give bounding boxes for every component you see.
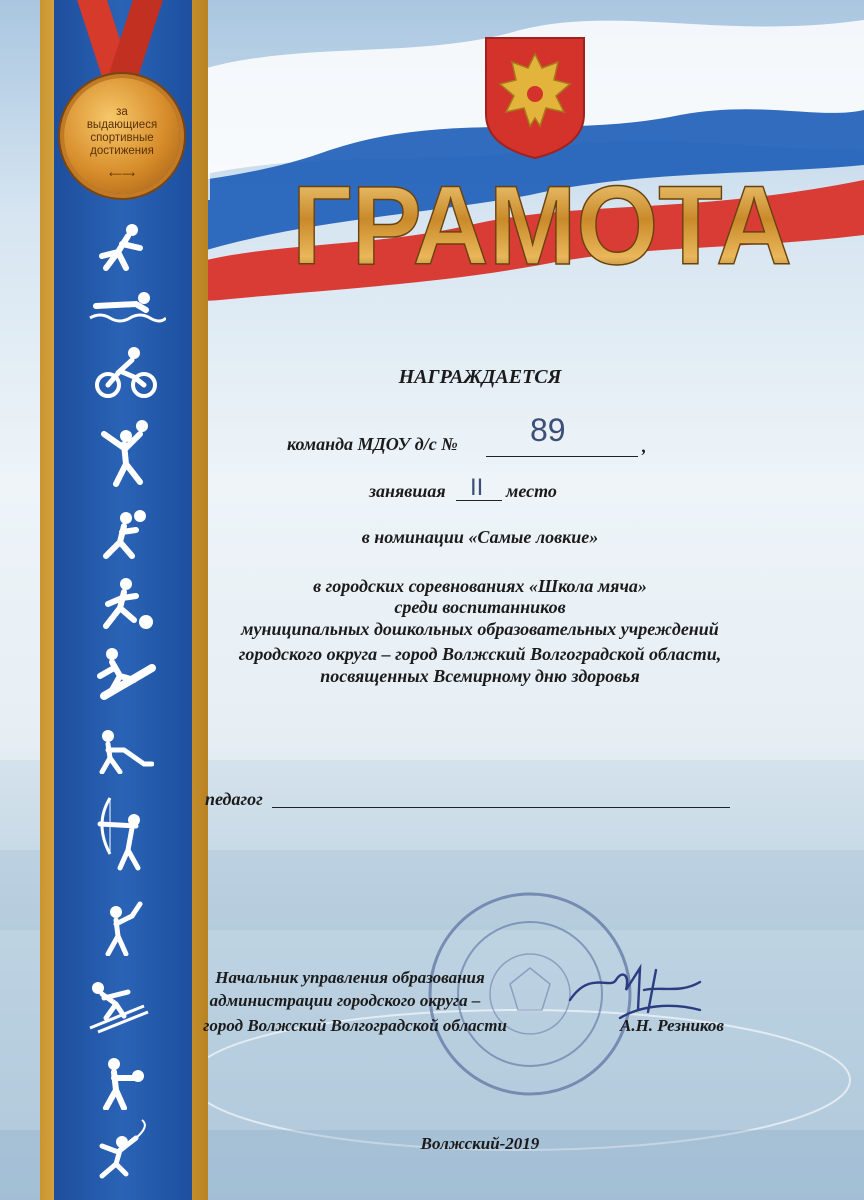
- skier-icon: [84, 978, 154, 1034]
- archer-icon: [92, 794, 156, 872]
- team-prefix: команда МДОУ д/с №: [287, 434, 458, 454]
- body-line: среди воспитанников: [394, 597, 566, 617]
- team-number-underline: [486, 456, 638, 457]
- medal-line: спортивные: [90, 132, 154, 144]
- ball-player-icon: [96, 508, 156, 560]
- title-text: ГРАМОТА: [292, 168, 792, 278]
- place-value: II: [470, 474, 484, 501]
- teacher-underline: [272, 807, 730, 808]
- medal-line: выдающиеся: [86, 119, 158, 131]
- hockey-icon: [94, 728, 154, 774]
- golf-icon: [96, 898, 152, 956]
- medal-line: за: [116, 106, 128, 118]
- nomination: в номинации «Самые ловкие»: [361, 527, 599, 547]
- medal: [64, 78, 180, 194]
- signer-position-line: Начальник управления образования: [215, 968, 485, 987]
- volleyball-icon: [96, 418, 156, 488]
- football-icon: [96, 576, 158, 632]
- medal-line: достижения: [90, 145, 154, 157]
- place-suffix: место: [506, 481, 557, 501]
- body-line: муниципальных дошкольных образовательных учреждений: [241, 619, 719, 639]
- runner-icon: [92, 222, 154, 272]
- team-number: 89: [530, 412, 566, 448]
- place-prefix: занявшая: [369, 481, 446, 501]
- body-line: городского округа – город Волжский Волгоградской области,: [238, 644, 722, 664]
- signer-position-line: город Волжский Волгоградской области: [203, 1016, 507, 1035]
- teacher-label: педагог: [205, 789, 263, 809]
- body-line: посвященных Всемирному дню здоровья: [320, 666, 640, 686]
- snowboard-icon: [90, 646, 160, 704]
- coat-of-arms-emblem: [482, 34, 588, 162]
- body-line: в городских соревнованиях «Школа мяча»: [313, 576, 647, 596]
- boxer-icon: [94, 1056, 152, 1110]
- signer-position-line: администрации городского округа –: [209, 991, 481, 1010]
- medal-arrows-icon: ⟵⟶: [109, 170, 135, 180]
- gymnast-icon: [92, 1118, 154, 1180]
- cyclist-icon: [94, 345, 160, 399]
- medal-caption: [64, 106, 180, 158]
- signer-name: А.Н. Резников: [620, 1016, 724, 1035]
- award-heading: НАГРАЖДАЕТСЯ: [398, 366, 562, 388]
- swimmer-icon: [86, 288, 166, 328]
- team-suffix: ,: [642, 436, 647, 456]
- footer-city-year: Волжский-2019: [420, 1134, 540, 1153]
- certificate-title: [282, 168, 802, 278]
